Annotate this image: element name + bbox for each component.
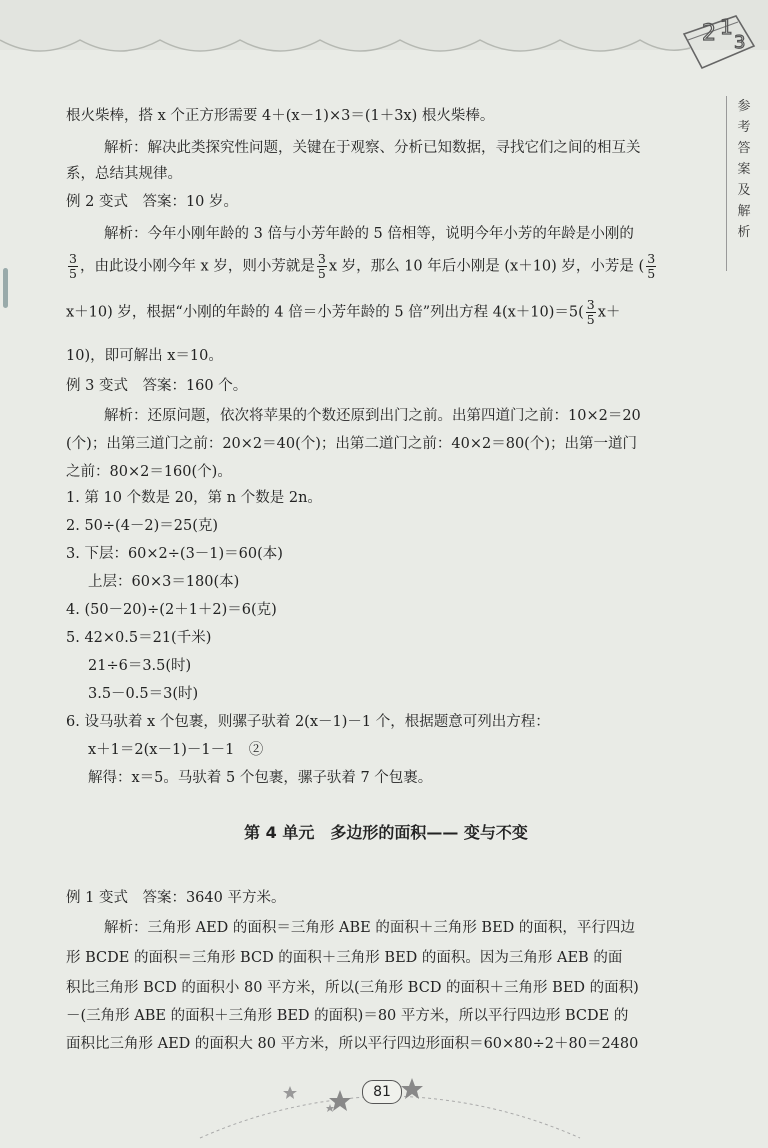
text-line: 21÷6＝3.5(时) <box>88 658 192 674</box>
fraction: $\frac{3}{5}$ <box>586 297 595 327</box>
text-line: 5. 42×0.5＝21(千米) <box>66 630 212 646</box>
text-line: 系，总结其规律。 <box>66 166 182 182</box>
text-line: 1. 第 10 个数是 20，第 n 个数是 2n。 <box>66 490 322 506</box>
text-line: (个)；出第三道门之前：20×2＝40(个)；出第二道门之前：40×2＝80(个)；出第一道门 <box>66 436 637 452</box>
unit-heading: 第 4 单元 多边形的面积—— 变与不变 <box>244 823 528 842</box>
text-line: 形 BCDE 的面积＝三角形 BCD 的面积＋三角形 BED 的面积。因为三角形 AEB 的面 <box>66 950 623 966</box>
text-line: 2. 50÷(4－2)＝25(克) <box>66 518 219 534</box>
fraction: $\frac{3}{5}$ <box>69 251 77 281</box>
page-number: 81 <box>362 1080 402 1104</box>
text-line: 3. 下层：60×2÷(3－1)＝60(本) <box>66 546 283 562</box>
side-tab-char: 及 <box>737 183 751 198</box>
top-decorative-band <box>0 0 768 50</box>
text-line: 3.5－0.5＝3(时) <box>88 686 199 702</box>
text-line: 解析：三角形 AED 的面积＝三角形 ABE 的面积＋三角形 BED 的面积，平行四边 <box>104 920 635 936</box>
side-tab-char: 析 <box>737 225 751 240</box>
side-tab-char: 答 <box>737 141 751 156</box>
text-line: x＋1＝2(x－1)－1－1 ② <box>88 742 264 758</box>
margin-mark <box>3 268 8 308</box>
text-line: 解得：x＝5。马驮着 5 个包裹，骡子驮着 7 个包裹。 <box>88 770 433 786</box>
text-line: 10)，即可解出 x＝10。 <box>66 348 223 364</box>
text-line: 6. 设马驮着 x 个包裹，则骡子驮着 2(x－1)－1 个，根据题意可列出方程： <box>66 714 550 730</box>
fraction: $\frac{3}{5}$ <box>647 251 656 281</box>
text-line: 例 3 变式 答案：160 个。 <box>66 378 248 394</box>
side-tab-char: 考 <box>737 120 751 135</box>
text-line: －(三角形 ABE 的面积＋三角形 BED 的面积)＝80 平方米，所以平行四边形 BCDE 的 <box>66 1008 629 1024</box>
text-line: 之前：80×2＝160(个)。 <box>66 464 232 480</box>
text-line: 解析：还原问题，依次将苹果的个数还原到出门之前。出第四道门之前：10×2＝20 <box>104 408 641 424</box>
text-line: 积比三角形 BCD 的面积小 80 平方米，所以(三角形 BCD 的面积＋三角形 BED 的面积) <box>66 980 639 996</box>
text-line: 根火柴棒，搭 x 个正方形需要 4＋(x－1)×3＝(1＋3x) 根火柴棒。 <box>66 108 495 124</box>
text-line: 上层：60×3＝180(本) <box>88 574 240 590</box>
svg-text:2: 2 <box>702 21 716 46</box>
text-line-with-fractions: $\frac{3}{5}$ ，由此设小刚今年 x 岁，则小芳就是 $\frac{3}{5}$ x 岁，那么 10 年后小刚是 (x＋10) 岁，小芳是 ( $\frac{3}{5}$ <box>69 251 656 281</box>
svg-text:3: 3 <box>734 32 746 53</box>
svg-text:1: 1 <box>720 15 733 39</box>
side-tab-char: 案 <box>737 162 751 177</box>
numbers-logo-icon <box>676 6 760 76</box>
text-line: 例 1 变式 答案：3640 平方米。 <box>66 890 286 906</box>
text-line-with-fractions: x＋10) 岁，根据“小刚的年龄的 4 倍＝小芳年龄的 5 倍”列出方程 4(x＋10)＝5( $\frac{3}{5}$ x＋ <box>66 297 621 327</box>
text-line: 解析：今年小刚年龄的 3 倍与小芳年龄的 5 倍相等，说明今年小芳的年龄是小刚的 <box>104 226 634 242</box>
side-tab-char: 参 <box>737 99 751 114</box>
text-line: 例 2 变式 答案：10 岁。 <box>66 194 239 210</box>
side-tab-char: 解 <box>737 204 751 219</box>
text-line: 解析：解决此类探究性问题，关键在于观察、分析已知数据，寻找它们之间的相互关 <box>104 140 641 156</box>
scalloped-border-icon <box>0 0 690 60</box>
side-tab-label <box>726 96 762 266</box>
fraction: $\frac{3}{5}$ <box>317 251 326 281</box>
text-line: 面积比三角形 AED 的面积大 80 平方米，所以平行四边形面积＝60×80÷2＋80＝2480 <box>66 1036 639 1052</box>
text-line: 4. (50－20)÷(2＋1＋2)＝6(克) <box>66 602 277 618</box>
